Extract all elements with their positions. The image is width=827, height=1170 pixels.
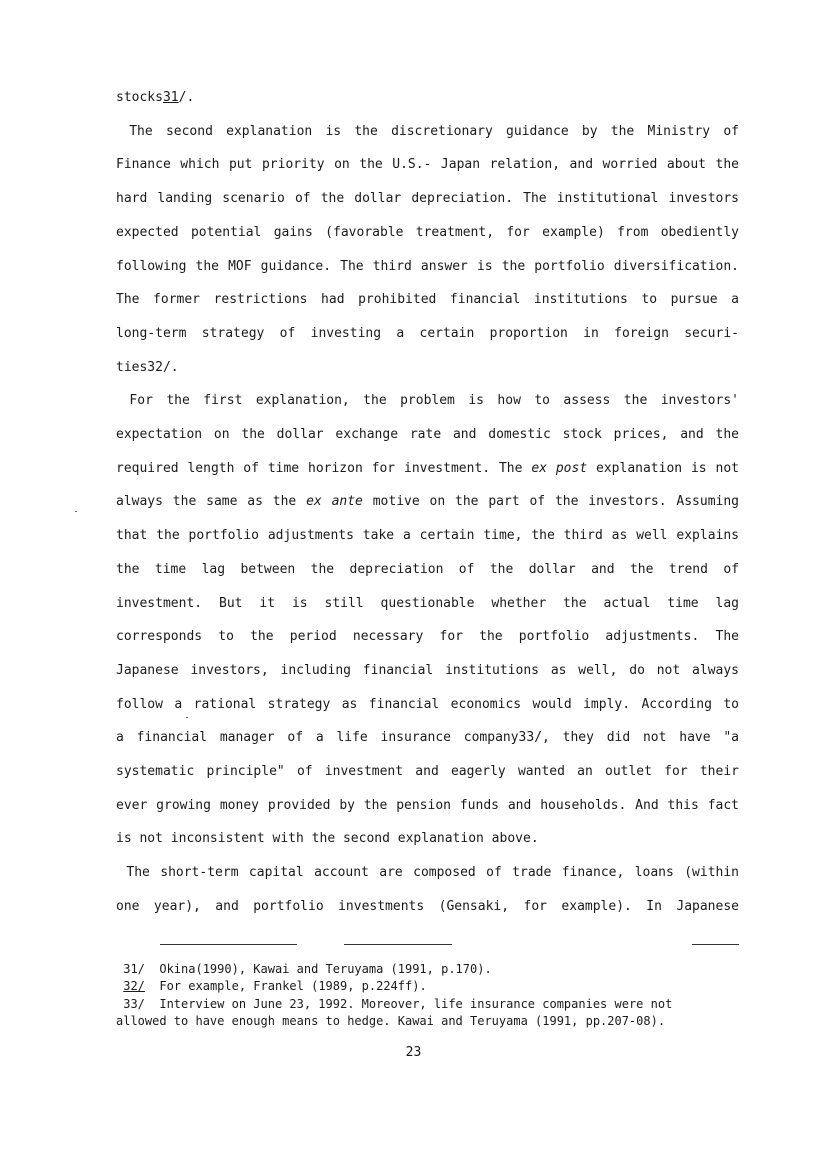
text-run: Finance which put priority on the U.S.- Japan relation, and worried about the bbox=[116, 157, 739, 173]
body-line bbox=[116, 762, 739, 782]
text-run: ties32/. bbox=[116, 359, 179, 375]
scan-speck bbox=[186, 717, 188, 718]
text-run: systematic principle" of investment and eagerly wanted an outlet for their bbox=[116, 764, 739, 779]
text-run: investment. But it is still questionable whether the actual time lag bbox=[116, 595, 739, 611]
underlined-ref: 32/ bbox=[123, 979, 145, 994]
text-run: the time lag between the depreciation of the dollar and the trend of bbox=[116, 561, 739, 577]
page-number: 23 bbox=[405, 1045, 422, 1060]
text-run: For example, Frankel (1989, p.224ff). bbox=[144, 979, 427, 994]
text-run: The short-term capital account are composed of trade finance, loans (within bbox=[116, 865, 739, 881]
text-run: For the first explanation, the problem is how to assess the investors' bbox=[116, 393, 739, 409]
body-line bbox=[116, 324, 739, 344]
text-run: following the MOF guidance. The third answer is the portfolio diversification. bbox=[116, 258, 739, 274]
text-run: Japanese investors, including financial institutions as well, do not always bbox=[116, 662, 739, 678]
body-line bbox=[116, 594, 739, 614]
text-run: /. bbox=[178, 90, 195, 105]
text-run: expectation on the dollar exchange rate and domestic stock prices, and the bbox=[116, 427, 739, 442]
body-line bbox=[116, 189, 739, 209]
body-line bbox=[116, 290, 739, 310]
body-line bbox=[116, 526, 739, 546]
italic-term: ex post bbox=[531, 460, 588, 476]
body-line bbox=[116, 560, 739, 580]
text-run: hard landing scenario of the dollar depreciation. The institutional investors bbox=[116, 191, 739, 207]
text-run: follow a rational strategy as financial economics would imply. According to bbox=[116, 696, 739, 712]
body-line bbox=[116, 897, 739, 917]
text-run: is not inconsistent with the second explanation above. bbox=[116, 831, 539, 847]
text-run: The former restrictions had prohibited financial institutions to pursue a bbox=[116, 292, 739, 308]
footnote-rule-segment bbox=[692, 944, 739, 945]
text-run: allowed to have enough means to hedge. Kawai and Teruyama (1991, pp.207-08). bbox=[116, 1013, 666, 1028]
body-line bbox=[116, 358, 739, 378]
text-run: 33/ Interview on June 23, 1992. Moreover, life insurance companies were not bbox=[116, 996, 673, 1011]
text-run: expected potential gains (favorable treatment, for example) from obediently bbox=[116, 224, 739, 240]
body-line bbox=[116, 627, 739, 647]
body-line bbox=[116, 425, 739, 445]
underlined-ref: 31 bbox=[162, 90, 179, 105]
text-run: required length of time horizon for investment. The bbox=[116, 460, 532, 476]
body-line bbox=[116, 829, 739, 849]
scan-speck bbox=[75, 511, 77, 512]
text-run: a financial manager of a life insurance company33/, they did not have "a bbox=[116, 730, 739, 746]
text-run: always the same as the bbox=[116, 494, 307, 510]
body-line bbox=[116, 695, 739, 715]
body-line bbox=[116, 492, 739, 512]
body-line bbox=[116, 661, 739, 681]
text-run: that the portfolio adjustments take a certain time, the third as well explains bbox=[116, 528, 739, 544]
text-run: The second explanation is the discretionary guidance by the Ministry of bbox=[116, 123, 739, 139]
footnote-rule-segment bbox=[160, 944, 297, 945]
footnote-line bbox=[116, 1013, 739, 1030]
footnote-line bbox=[116, 978, 739, 995]
body-line bbox=[116, 257, 739, 277]
footnote-rule-segment bbox=[344, 944, 452, 945]
body-line bbox=[116, 122, 739, 142]
body-line bbox=[116, 391, 739, 411]
footnote-line bbox=[116, 996, 739, 1013]
body-line bbox=[116, 459, 739, 479]
text-run: stocks bbox=[116, 90, 163, 105]
text-run: 31/ Okina(1990), Kawai and Teruyama (1991, p.170). bbox=[116, 962, 492, 976]
text-run: motive on the part of the investors. Assuming bbox=[362, 494, 739, 510]
text-run: ever growing money provided by the pension funds and households. And this fact bbox=[116, 797, 739, 813]
text-run: corresponds to the period necessary for the portfolio adjustments. The bbox=[116, 629, 739, 645]
body-line bbox=[116, 728, 739, 748]
body-line bbox=[116, 88, 739, 108]
footnote-line bbox=[116, 961, 739, 978]
body-line bbox=[116, 155, 739, 175]
body-line bbox=[116, 863, 739, 883]
text-run: explanation is not bbox=[587, 460, 739, 476]
italic-term: ex ante bbox=[306, 494, 363, 510]
body-line bbox=[116, 796, 739, 816]
text-run: one year), and portfolio investments (Gensaki, for example). In Japanese bbox=[116, 898, 739, 914]
body-line bbox=[116, 223, 739, 243]
text-run: long-term strategy of investing a certain proportion in foreign securi- bbox=[116, 325, 739, 341]
